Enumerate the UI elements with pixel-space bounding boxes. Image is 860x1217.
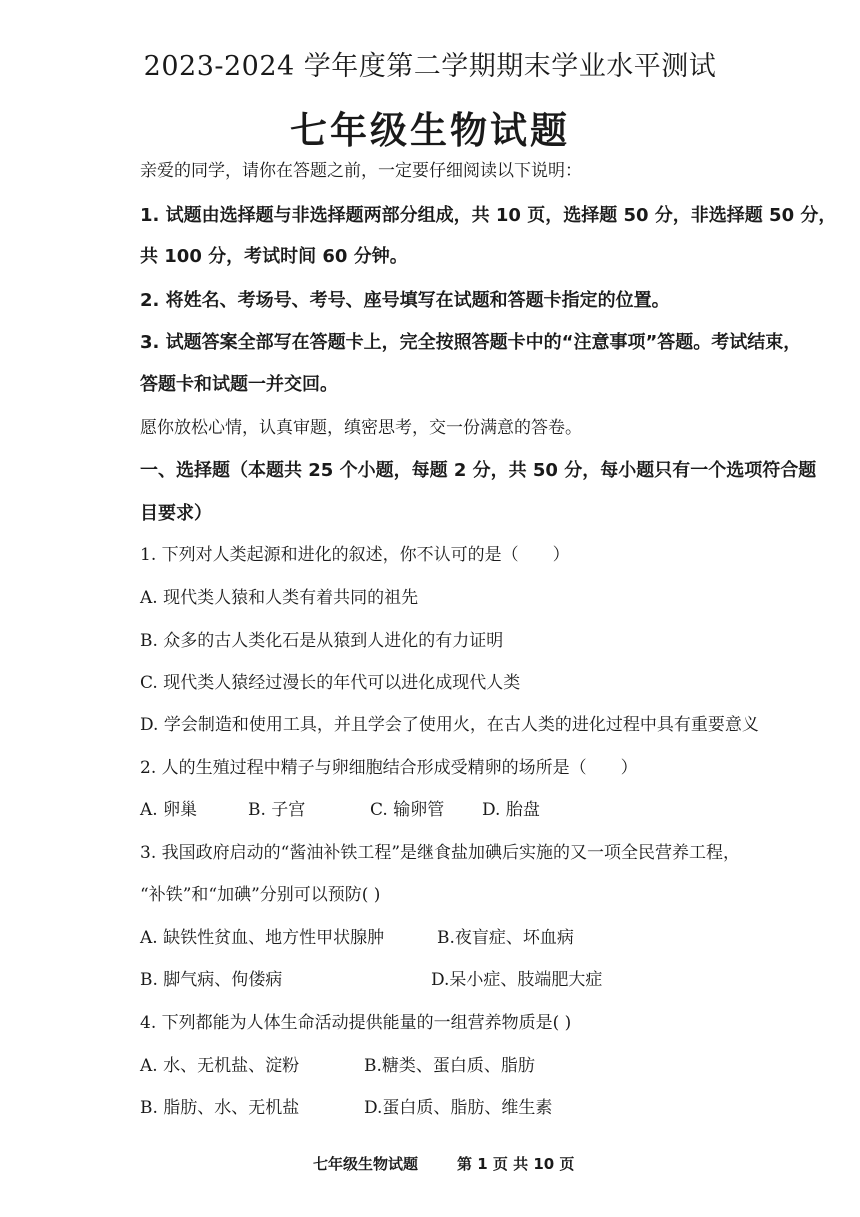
footer-page-info: 第 1 页 共 10 页 — [457, 1155, 575, 1173]
instruction-item-1-line-1: 1. 试题由选择题与非选择题两部分组成，共 10 页，选择题 50 分，非选择题 50 分， — [140, 205, 837, 226]
question-2-option-a: A. 卵巢 — [140, 800, 198, 820]
question-1-option-d: D. 学会制造和使用工具，并且学会了使用火，在古人类的进化过程中具有重要意义 — [140, 715, 759, 735]
instructions-greeting: 亲爱的同学，请你在答题之前，一定要仔细阅读以下说明： — [140, 161, 582, 181]
question-2-option-b: B. 子宫 — [248, 800, 306, 820]
subject-title: 七年级生物试题 — [290, 109, 570, 152]
question-1-option-b: B. 众多的古人类化石是从猿到人进化的有力证明 — [140, 631, 504, 651]
instructions-wish: 愿你放松心情，认真审题，缜密思考，交一份满意的答卷。 — [140, 418, 582, 438]
question-3-option-a: A. 缺铁性贫血、地方性甲状腺肿 — [140, 928, 385, 948]
instruction-item-3-line-1: 3. 试题答案全部写在答题卡上，完全按照答题卡中的“注意事项”答题。考试结束， — [140, 332, 802, 353]
instruction-item-1-line-2: 共 100 分，考试时间 60 分钟。 — [140, 246, 408, 267]
question-1-option-a: A. 现代类人猿和人类有着共同的祖先 — [140, 588, 419, 608]
question-1-option-c: C. 现代类人猿经过漫长的年代可以进化成现代人类 — [140, 673, 521, 693]
question-2-option-d: D. 胎盘 — [482, 800, 540, 820]
question-4-option-c: B. 脂肪、水、无机盐 — [140, 1098, 300, 1118]
question-3-stem-line-2: “补铁”和“加碘”分别可以预防( ) — [140, 885, 381, 905]
exam-title: 2023-2024 学年度第二学期期末学业水平测试 — [143, 51, 717, 82]
question-4-option-a: A. 水、无机盐、淀粉 — [140, 1056, 300, 1076]
question-1-stem: 1. 下列对人类起源和进化的叙述，你不认可的是（ ） — [140, 545, 570, 565]
question-4-option-b: B.糖类、蛋白质、脂肪 — [364, 1056, 535, 1076]
question-4-option-d: D.蛋白质、脂肪、维生素 — [364, 1098, 553, 1118]
question-2-option-c: C. 输卵管 — [370, 800, 445, 820]
question-4-stem: 4. 下列都能为人体生命活动提供能量的一组营养物质是( ) — [140, 1013, 572, 1033]
question-3-option-b: B.夜盲症、坏血病 — [437, 928, 574, 948]
question-3-stem-line-1: 3. 我国政府启动的“酱油补铁工程”是继食盐加碘后实施的又一项全民营养工程， — [140, 843, 741, 863]
question-3-option-d: D.呆小症、肢端肥大症 — [431, 970, 603, 990]
footer-subject: 七年级生物试题 — [313, 1155, 419, 1173]
instruction-item-2: 2. 将姓名、考场号、考号、座号填写在试题和答题卡指定的位置。 — [140, 290, 670, 311]
section-heading-line-1: 一、选择题（本题共 25 个小题，每题 2 分，共 50 分，每小题只有一个选项符合题 — [140, 460, 817, 481]
question-3-option-c: B. 脚气病、佝偻病 — [140, 970, 283, 990]
instruction-item-3-line-2: 答题卡和试题一并交回。 — [140, 374, 338, 395]
section-heading-line-2: 目要求） — [140, 503, 212, 524]
question-2-stem: 2. 人的生殖过程中精子与卵细胞结合形成受精卵的场所是（ ） — [140, 758, 638, 778]
